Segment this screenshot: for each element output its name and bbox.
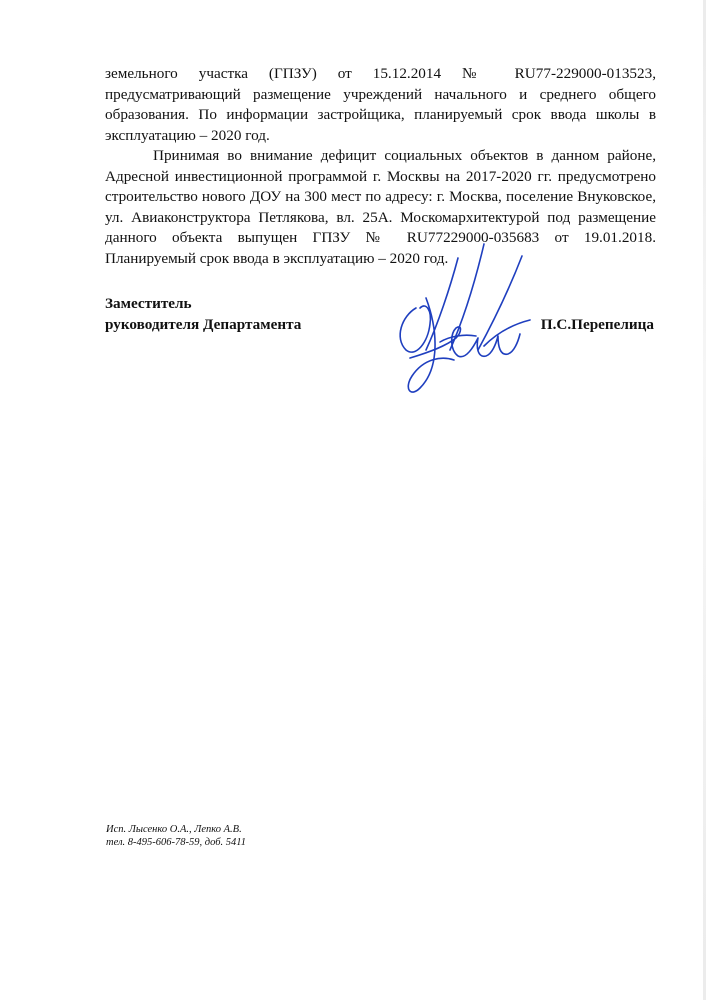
handwritten-signature bbox=[380, 238, 560, 418]
position-line-1: Заместитель bbox=[105, 295, 192, 312]
executor-info bbox=[106, 823, 246, 849]
paragraph-1: земельного участка (ГПЗУ) от 15.12.2014 № RU77-229000-013523, предусматривающий размещение учреждений начального и среднего общего образования. По информации застройщика, планируемый срок ввода школы в эксплуатацию – 2020 год. bbox=[105, 65, 656, 144]
paragraph-2: Принимая во внимание дефицит социальных объектов в данном районе, Адресной инвестиционной программой г. Москвы на 2017-2020 гг. предусмотрено строительство нового ДОУ на 300 мест по адресу: г. Москва, поселение Внуковское, ул. Авиаконструктора Петлякова, вл. 25А. Москомархитектурой под размещение данного объекта выпущен ГПЗУ № RU77229000-035683 от 19.01.2018. Планируемый срок ввода в эксплуатацию – 2020 год. bbox=[105, 147, 656, 267]
signer-name: П.С.Перепелица bbox=[540, 315, 654, 333]
signatory-position bbox=[105, 294, 301, 335]
position-line-2: руководителя Департамента bbox=[105, 315, 302, 333]
executor-phone: тел. 8-495-606-78-59, доб. 5411 bbox=[106, 837, 246, 848]
executor-names: Исп. Лысенко О.А., Лепко А.В. bbox=[106, 824, 242, 835]
